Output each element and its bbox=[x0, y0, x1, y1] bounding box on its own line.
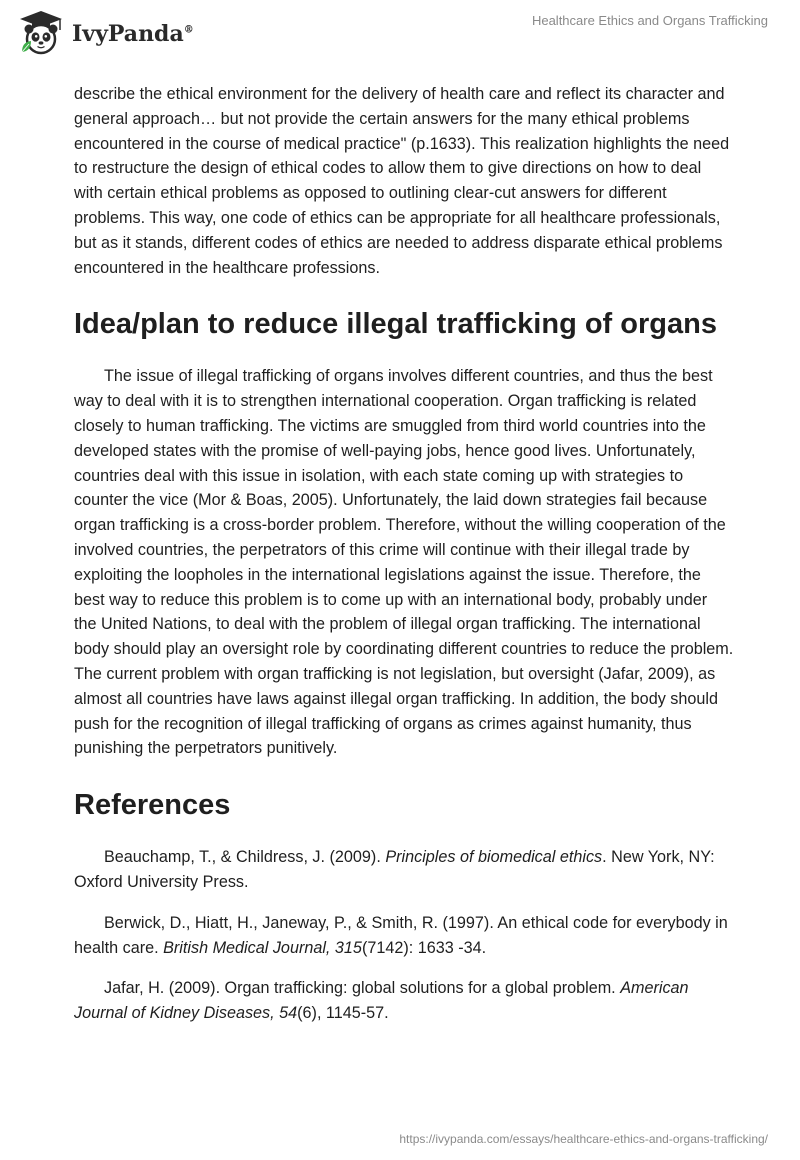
essay-content bbox=[74, 70, 734, 1026]
ivypanda-logo[interactable] bbox=[16, 8, 194, 58]
page-header bbox=[0, 0, 800, 70]
panda-graduate-icon bbox=[16, 8, 66, 58]
reference-item: Beauchamp, T., & Childress, J. (2009). Principles of biomedical ethics. New York, NY: Oxford University Press. bbox=[74, 848, 715, 891]
brand-name: IvyPanda® bbox=[72, 21, 194, 47]
reference-item: Jafar, H. (2009). Organ trafficking: global solutions for a global problem. American Journal of Kidney Diseases, 54(6), 1145-57. bbox=[74, 979, 689, 1023]
intro-paragraph: describe the ethical environment for the delivery of health care and reflect its character and general approach… but not provide the certain answers for the many ethical problems encountered in the course of medical practice" (p.1633). This realization highlights the need to restructure the design of ethical codes to allow them to give directions on how to deal with certain ethical problems as opposed to outlining clear-cut answers for different problems. This way, one code of ethics can be appropriate for all healthcare professionals, but as it stands, different codes of ethics are needed to address disparate ethical problems encountered in the healthcare professions. bbox=[74, 85, 730, 277]
document-title: Healthcare Ethics and Organs Trafficking bbox=[531, 13, 768, 28]
reference-item: Berwick, D., Hiatt, H., Janeway, P., & Smith, R. (1997). An ethical code for everybody in health care. British Medical Journal, 315(7142): 1633 -34. bbox=[74, 913, 728, 957]
plan-heading: Idea/plan to reduce illegal trafficking of organs bbox=[74, 308, 717, 341]
plan-paragraph: The issue of illegal trafficking of organs involves different countries, and thus the best way to deal with it is to strengthen international cooperation. Organ trafficking is related closely to human trafficking. The victims are smuggled from third world countries into the developed states with the promise of well-paying jobs, hence good lives. Unfortunately, countries deal with this issue in isolation, with each state coming up with strategies to counter the vice (Mor & Boas, 2005). Unfortunately, the laid down strategies fail because organ trafficking is a cross-border problem. Therefore, without the willing cooperation of the involved countries, the perpetrators of this crime will continue with their illegal trade by exploiting the loopholes in the international legislations against the issue. Therefore, the best way to reduce this problem is to come up with an international body, probably under the United Nations, to deal with the problem of illegal organ trafficking. The international body should play an oversight role by coordinating different countries to reduce the problem. The current problem with organ trafficking is not legislation, but oversight (Jafar, 2009), as almost all countries have laws against illegal organ trafficking. In addition, the body should push for the recognition of illegal trafficking of organs as crimes against humanity, thus punishing the perpetrators punitively. bbox=[74, 367, 734, 758]
references-heading: References bbox=[74, 789, 231, 822]
source-url-link[interactable]: https://ivypanda.com/essays/healthcare-ethics-and-organs-trafficking/ bbox=[399, 1132, 768, 1146]
